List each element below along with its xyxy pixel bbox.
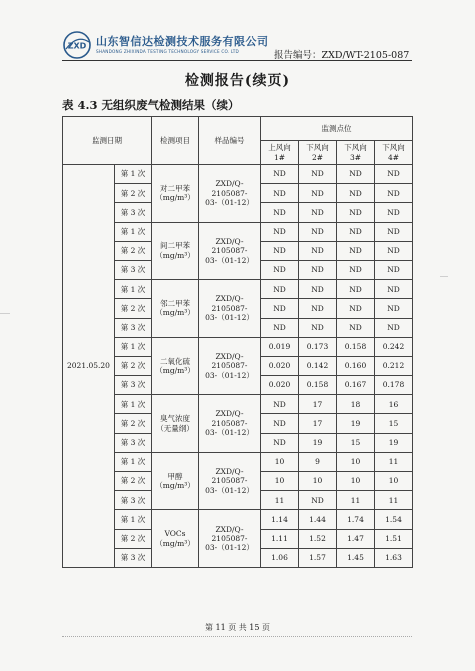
value-cell-point-1: 1.06: [261, 548, 299, 567]
value-cell-point-2: ND: [299, 222, 337, 241]
value-cell-point-1: 10: [261, 472, 299, 491]
value-cell-point-1: ND: [261, 184, 299, 203]
value-cell-point-3: ND: [337, 280, 375, 299]
test-item-cell: 臭气浓度 （无量纲）: [152, 395, 199, 453]
run-number-cell: 第 2 次: [115, 529, 152, 548]
value-cell-point-1: 1.11: [261, 529, 299, 548]
sample-id-cell: ZXD/Q-2105087- 03-（01-12）: [199, 395, 261, 453]
value-cell-point-1: ND: [261, 165, 299, 184]
value-cell-point-4: ND: [375, 184, 413, 203]
value-cell-point-3: 10: [337, 472, 375, 491]
report-number: 报告编号：ZXD/WT-2105-087: [274, 50, 410, 61]
value-cell-point-2: ND: [299, 184, 337, 203]
page-number: 第 11 页 共 15 页: [204, 623, 271, 632]
value-cell-point-4: 15: [375, 414, 413, 433]
value-cell-point-1: ND: [261, 433, 299, 452]
run-number-cell: 第 2 次: [115, 184, 152, 203]
value-cell-point-4: 0.242: [375, 337, 413, 356]
value-cell-point-2: ND: [299, 203, 337, 222]
value-cell-point-3: 10: [337, 452, 375, 471]
value-cell-point-4: ND: [375, 280, 413, 299]
value-cell-point-2: 1.52: [299, 529, 337, 548]
value-cell-point-1: ND: [261, 414, 299, 433]
value-cell-point-2: ND: [299, 165, 337, 184]
run-number-cell: 第 2 次: [115, 356, 152, 375]
value-cell-point-1: 11: [261, 491, 299, 510]
run-number-cell: 第 1 次: [115, 280, 152, 299]
scan-artifact: [0, 313, 10, 314]
value-cell-point-3: ND: [337, 241, 375, 260]
value-cell-point-3: 18: [337, 395, 375, 414]
value-cell-point-1: 0.019: [261, 337, 299, 356]
value-cell-point-2: ND: [299, 241, 337, 260]
sample-id-cell: ZXD/Q-2105087- 03-（01-12）: [199, 337, 261, 395]
run-number-cell: 第 1 次: [115, 395, 152, 414]
run-number-cell: 第 2 次: [115, 299, 152, 318]
value-cell-point-1: 0.020: [261, 356, 299, 375]
value-cell-point-3: 0.167: [337, 376, 375, 395]
value-cell-point-3: 19: [337, 414, 375, 433]
value-cell-point-2: 0.142: [299, 356, 337, 375]
test-item-cell: 甲醇 （mg/m³）: [152, 452, 199, 510]
table-row: [63, 222, 413, 241]
value-cell-point-3: ND: [337, 299, 375, 318]
header-sample: 样品编号: [199, 117, 261, 165]
value-cell-point-1: 1.14: [261, 510, 299, 529]
run-number-cell: 第 3 次: [115, 318, 152, 337]
value-cell-point-1: ND: [261, 222, 299, 241]
value-cell-point-3: 15: [337, 433, 375, 452]
run-number-cell: 第 1 次: [115, 452, 152, 471]
run-number-cell: 第 2 次: [115, 241, 152, 260]
value-cell-point-4: ND: [375, 165, 413, 184]
value-cell-point-2: ND: [299, 280, 337, 299]
table-row: [63, 452, 413, 471]
run-number-cell: 第 3 次: [115, 548, 152, 567]
header-divider: [62, 60, 412, 61]
header-points: 监测点位: [261, 117, 413, 141]
value-cell-point-4: 0.212: [375, 356, 413, 375]
value-cell-point-2: 17: [299, 395, 337, 414]
value-cell-point-3: 1.45: [337, 548, 375, 567]
value-cell-point-1: ND: [261, 280, 299, 299]
value-cell-point-4: ND: [375, 318, 413, 337]
value-cell-point-4: 11: [375, 452, 413, 471]
value-cell-point-3: 1.47: [337, 529, 375, 548]
header-point-4: 下风向 4#: [375, 141, 413, 165]
value-cell-point-4: 19: [375, 433, 413, 452]
value-cell-point-2: ND: [299, 260, 337, 279]
run-number-cell: 第 2 次: [115, 414, 152, 433]
page-title: 检测报告(续页): [184, 73, 291, 89]
value-cell-point-3: ND: [337, 203, 375, 222]
value-cell-point-4: ND: [375, 260, 413, 279]
value-cell-point-2: 0.158: [299, 376, 337, 395]
run-number-cell: 第 3 次: [115, 433, 152, 452]
value-cell-point-3: ND: [337, 260, 375, 279]
value-cell-point-1: ND: [261, 260, 299, 279]
value-cell-point-4: ND: [375, 203, 413, 222]
footer-divider: [62, 636, 412, 637]
run-number-cell: 第 1 次: [115, 337, 152, 356]
value-cell-point-2: 9: [299, 452, 337, 471]
test-item-cell: 二氧化硫 （mg/m³）: [152, 337, 199, 395]
table-header-row: [63, 117, 413, 141]
run-number-cell: 第 3 次: [115, 376, 152, 395]
header-point-1: 上风向 1#: [261, 141, 299, 165]
value-cell-point-4: 11: [375, 491, 413, 510]
company-name-english: SHANDONG ZHIXINDA TESTING TECHNOLOGY SERVICE CO. LTD: [96, 49, 239, 54]
value-cell-point-2: 1.57: [299, 548, 337, 567]
value-cell-point-4: 1.63: [375, 548, 413, 567]
value-cell-point-2: ND: [299, 318, 337, 337]
value-cell-point-1: ND: [261, 203, 299, 222]
value-cell-point-3: 11: [337, 491, 375, 510]
value-cell-point-3: 1.74: [337, 510, 375, 529]
value-cell-point-2: 17: [299, 414, 337, 433]
table-row: [63, 165, 413, 184]
value-cell-point-3: ND: [337, 184, 375, 203]
value-cell-point-2: ND: [299, 491, 337, 510]
table-caption: 表 4.3 无组织废气检测结果（续）: [62, 98, 240, 112]
value-cell-point-1: ND: [261, 299, 299, 318]
run-number-cell: 第 3 次: [115, 491, 152, 510]
run-number-cell: 第 1 次: [115, 510, 152, 529]
scan-artifact: [440, 276, 448, 277]
value-cell-point-4: 16: [375, 395, 413, 414]
sample-id-cell: ZXD/Q-2105087- 03-（01-12）: [199, 280, 261, 338]
header-point-3: 下风向 3#: [337, 141, 375, 165]
value-cell-point-2: 0.173: [299, 337, 337, 356]
value-cell-point-1: ND: [261, 241, 299, 260]
company-logo-icon: [62, 30, 92, 60]
value-cell-point-1: 0.020: [261, 376, 299, 395]
value-cell-point-2: ND: [299, 299, 337, 318]
value-cell-point-4: ND: [375, 299, 413, 318]
run-number-cell: 第 3 次: [115, 203, 152, 222]
header-point-2: 下风向 2#: [299, 141, 337, 165]
value-cell-point-2: 1.44: [299, 510, 337, 529]
test-item-cell: 对二甲苯 （mg/m³）: [152, 165, 199, 223]
table-row: [63, 280, 413, 299]
value-cell-point-4: ND: [375, 222, 413, 241]
value-cell-point-4: 1.54: [375, 510, 413, 529]
test-item-cell: 间二甲苯 （mg/m³）: [152, 222, 199, 280]
value-cell-point-3: 0.158: [337, 337, 375, 356]
sample-id-cell: ZXD/Q-2105087- 03-（01-12）: [199, 222, 261, 280]
results-table: [62, 116, 413, 568]
monitoring-date-cell: 2021.05.20: [63, 165, 115, 568]
value-cell-point-1: ND: [261, 395, 299, 414]
table-row: [63, 395, 413, 414]
value-cell-point-1: ND: [261, 318, 299, 337]
run-number-cell: 第 2 次: [115, 472, 152, 491]
value-cell-point-1: 10: [261, 452, 299, 471]
sample-id-cell: ZXD/Q-2105087- 03-（01-12）: [199, 510, 261, 568]
header-item: 检测项目: [152, 117, 199, 165]
sample-id-cell: ZXD/Q-2105087- 03-（01-12）: [199, 165, 261, 223]
value-cell-point-3: ND: [337, 165, 375, 184]
logo-text: ZXD: [67, 41, 87, 51]
value-cell-point-3: 0.160: [337, 356, 375, 375]
header-date: 监测日期: [63, 117, 152, 165]
test-item-cell: 邻二甲苯 （mg/m³）: [152, 280, 199, 338]
run-number-cell: 第 1 次: [115, 165, 152, 184]
table-row: [63, 510, 413, 529]
value-cell-point-3: ND: [337, 318, 375, 337]
sample-id-cell: ZXD/Q-2105087- 03-（01-12）: [199, 452, 261, 510]
table-row: [63, 337, 413, 356]
run-number-cell: 第 1 次: [115, 222, 152, 241]
company-name: 山东智信达检测技术服务有限公司: [96, 35, 269, 48]
test-item-cell: VOCs （mg/m³）: [152, 510, 199, 568]
value-cell-point-4: 1.51: [375, 529, 413, 548]
run-number-cell: 第 3 次: [115, 260, 152, 279]
value-cell-point-4: 10: [375, 472, 413, 491]
value-cell-point-2: 19: [299, 433, 337, 452]
value-cell-point-2: 10: [299, 472, 337, 491]
value-cell-point-4: ND: [375, 241, 413, 260]
value-cell-point-3: ND: [337, 222, 375, 241]
value-cell-point-4: 0.178: [375, 376, 413, 395]
